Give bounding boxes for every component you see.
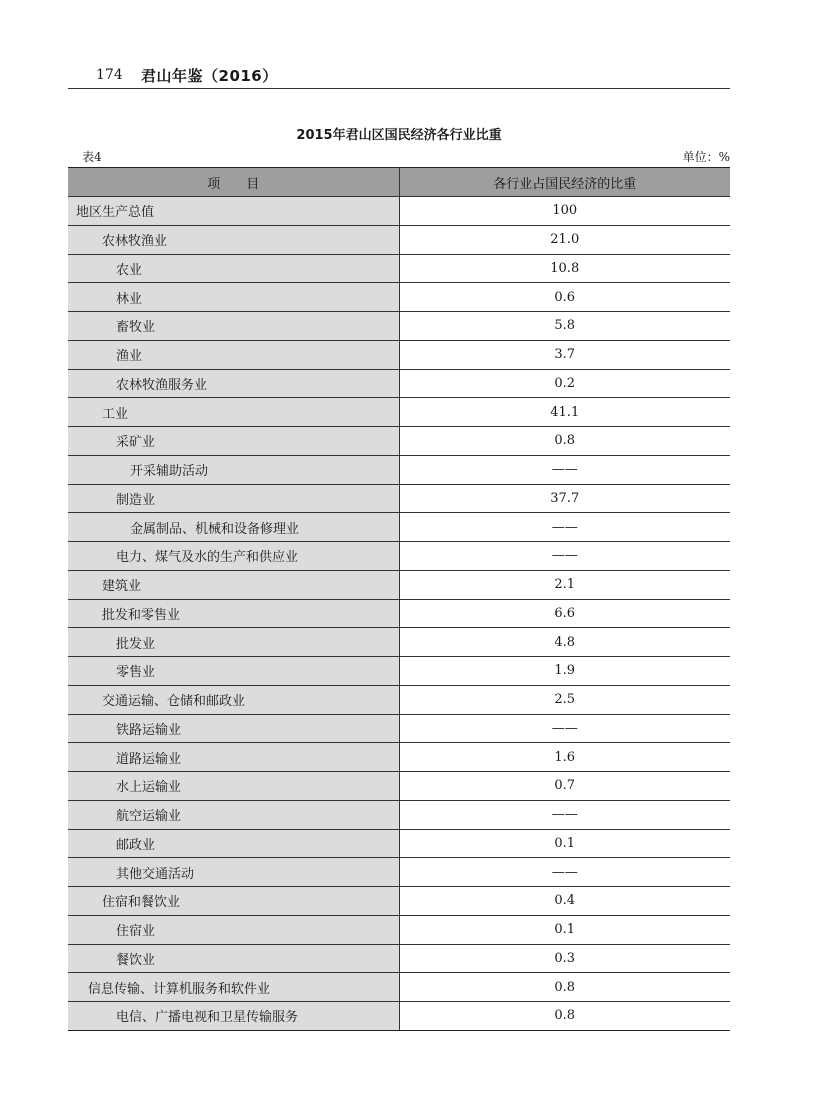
page-number: 174 [96,67,123,83]
row-item-name: 制造业 [68,484,399,513]
page-header [68,64,730,89]
row-item-name: 渔业 [68,340,399,369]
row-item-name: 住宿业 [68,915,399,944]
industry-share-table [68,167,730,1031]
table-number: 表4 [82,150,102,164]
table-row [68,887,730,916]
table-row [68,1002,730,1031]
row-item-name: 电信、广播电视和卫星传输服务 [68,1002,399,1031]
table-row [68,915,730,944]
row-item-name: 开采辅助活动 [68,455,399,484]
table-row [68,398,730,427]
table-row [68,800,730,829]
row-share-value: 4.8 [399,628,730,657]
row-item-name: 林业 [68,283,399,312]
row-item-name: 建筑业 [68,570,399,599]
row-share-value: 0.3 [399,944,730,973]
table-row [68,858,730,887]
table-row [68,829,730,858]
row-share-value: 6.6 [399,599,730,628]
row-share-value: 0.6 [399,283,730,312]
row-item-name: 批发业 [68,628,399,657]
table-row [68,973,730,1002]
row-share-value: 41.1 [399,398,730,427]
row-share-value: 21.0 [399,225,730,254]
row-item-name: 金属制品、机械和设备修理业 [68,513,399,542]
unit-label: 单位：% [682,150,730,164]
row-item-name: 邮政业 [68,829,399,858]
row-share-value: 2.1 [399,570,730,599]
row-item-name: 采矿业 [68,427,399,456]
table-row [68,484,730,513]
row-item-name: 信息传输、计算机服务和软件业 [68,973,399,1002]
row-item-name: 餐饮业 [68,944,399,973]
row-share-value: 1.9 [399,657,730,686]
table-row [68,657,730,686]
row-share-value: —— [399,542,730,571]
column-header-item: 项 目 [68,168,399,197]
table-row [68,369,730,398]
row-share-value: 100 [399,197,730,226]
row-item-name: 交通运输、仓储和邮政业 [68,685,399,714]
row-share-value: —— [399,513,730,542]
row-item-name: 批发和零售业 [68,599,399,628]
table-row [68,312,730,341]
row-item-name: 铁路运输业 [68,714,399,743]
table-row [68,254,730,283]
row-share-value: 0.8 [399,973,730,1002]
row-share-value: —— [399,714,730,743]
table-row [68,772,730,801]
row-item-name: 水上运输业 [68,772,399,801]
row-share-value: 5.8 [399,312,730,341]
row-item-name: 农林牧渔服务业 [68,369,399,398]
table-header-row [68,168,730,197]
table-row [68,685,730,714]
table-row [68,542,730,571]
row-share-value: 0.1 [399,829,730,858]
book-title: 君山年鉴（2016） [141,67,278,85]
table-row [68,513,730,542]
row-share-value: 2.5 [399,685,730,714]
table-row [68,714,730,743]
row-share-value: 0.7 [399,772,730,801]
row-share-value: 0.8 [399,1002,730,1031]
row-item-name: 零售业 [68,657,399,686]
table-title: 2015年君山区国民经济各行业比重 [296,128,502,143]
table-row [68,197,730,226]
row-item-name: 农林牧渔业 [68,225,399,254]
row-item-name: 航空运输业 [68,800,399,829]
row-item-name: 道路运输业 [68,743,399,772]
row-share-value: 0.8 [399,427,730,456]
table-row [68,283,730,312]
row-share-value: 0.1 [399,915,730,944]
row-share-value: —— [399,455,730,484]
row-share-value: 10.8 [399,254,730,283]
table-row [68,570,730,599]
row-share-value: 37.7 [399,484,730,513]
row-share-value: —— [399,858,730,887]
table-row [68,225,730,254]
table-row [68,340,730,369]
table-row [68,944,730,973]
row-share-value: 0.2 [399,369,730,398]
row-item-name: 电力、煤气及水的生产和供应业 [68,542,399,571]
row-item-name: 其他交通活动 [68,858,399,887]
row-share-value: 3.7 [399,340,730,369]
row-item-name: 工业 [68,398,399,427]
column-header-share: 各行业占国民经济的比重 [399,168,730,197]
table-row [68,628,730,657]
row-share-value: 0.4 [399,887,730,916]
row-item-name: 畜牧业 [68,312,399,341]
row-share-value: 1.6 [399,743,730,772]
table-row [68,599,730,628]
row-item-name: 农业 [68,254,399,283]
table-row [68,743,730,772]
table-row [68,455,730,484]
row-item-name: 住宿和餐饮业 [68,887,399,916]
row-share-value: —— [399,800,730,829]
table-row [68,427,730,456]
row-item-name: 地区生产总值 [68,197,399,226]
